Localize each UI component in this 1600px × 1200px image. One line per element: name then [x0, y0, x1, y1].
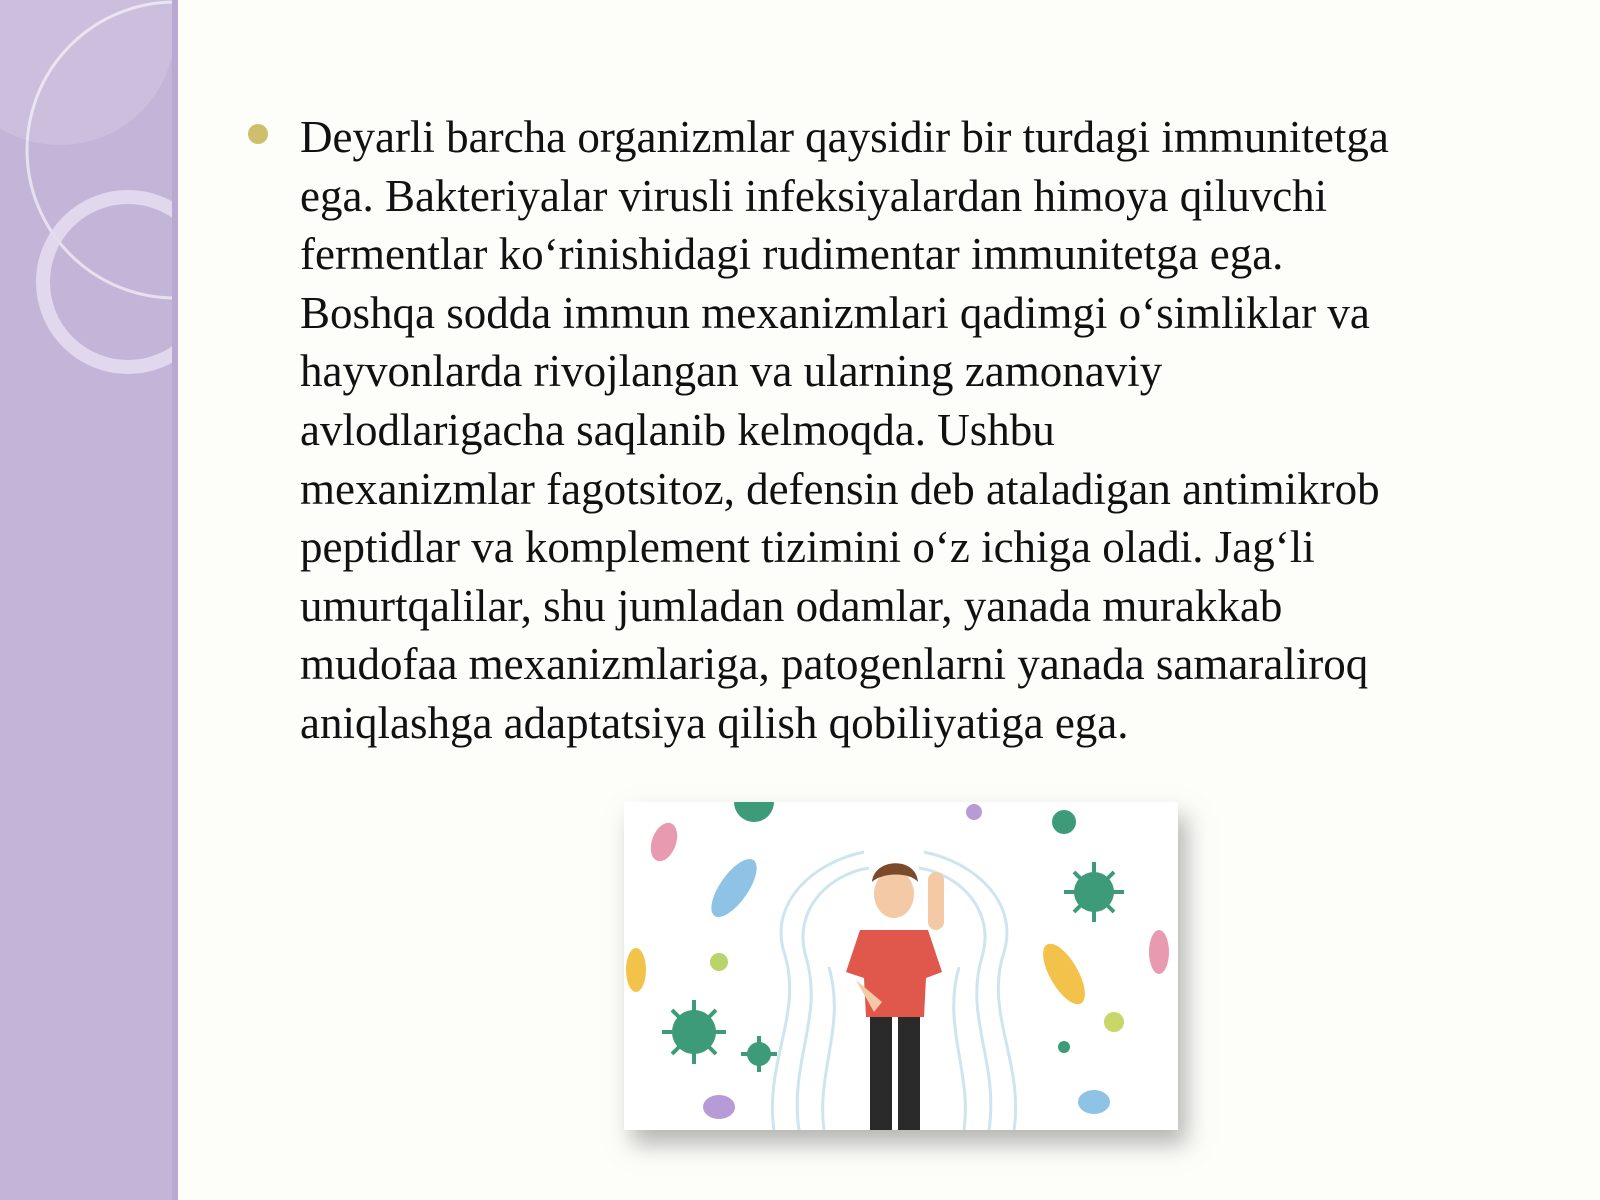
immunity-illustration — [624, 802, 1178, 1130]
slide-content — [248, 108, 1488, 753]
bullet-text: Deyarli barcha organizmlar qaysidir bir turdagi immunitetga ega. Bakteriyalar virusli infeksiyalardan himoya qiluvchi fermentlar ko‘rinishidagi rudimentar immunitetga ega. Boshqa sodda immun mexanizmlari qadimgi o‘simliklar va hayvonlarda rivojlangan va ularning zamonaviy avlodlarigacha saqlanib kelmoqda. Ushbu mexanizmlar fagotsitoz, defensin deb ataladigan antimikrob peptidlar va komplement tizimini o‘z ichiga oladi. Jag‘li umurtqalilar, shu jumladan odamlar, yanada murakkab mudofaa mexanizmlariga, patogenlarni yanada samaraliroq aniqlashga adaptatsiya qilish qobiliyatiga ega. — [300, 112, 1389, 748]
immunity-illustration-graphic — [624, 802, 1178, 1130]
sidebar-edge — [172, 0, 178, 1200]
decorative-circles — [0, 0, 178, 1200]
bullet-dot-icon — [248, 124, 268, 144]
decorative-sidebar — [0, 0, 178, 1200]
